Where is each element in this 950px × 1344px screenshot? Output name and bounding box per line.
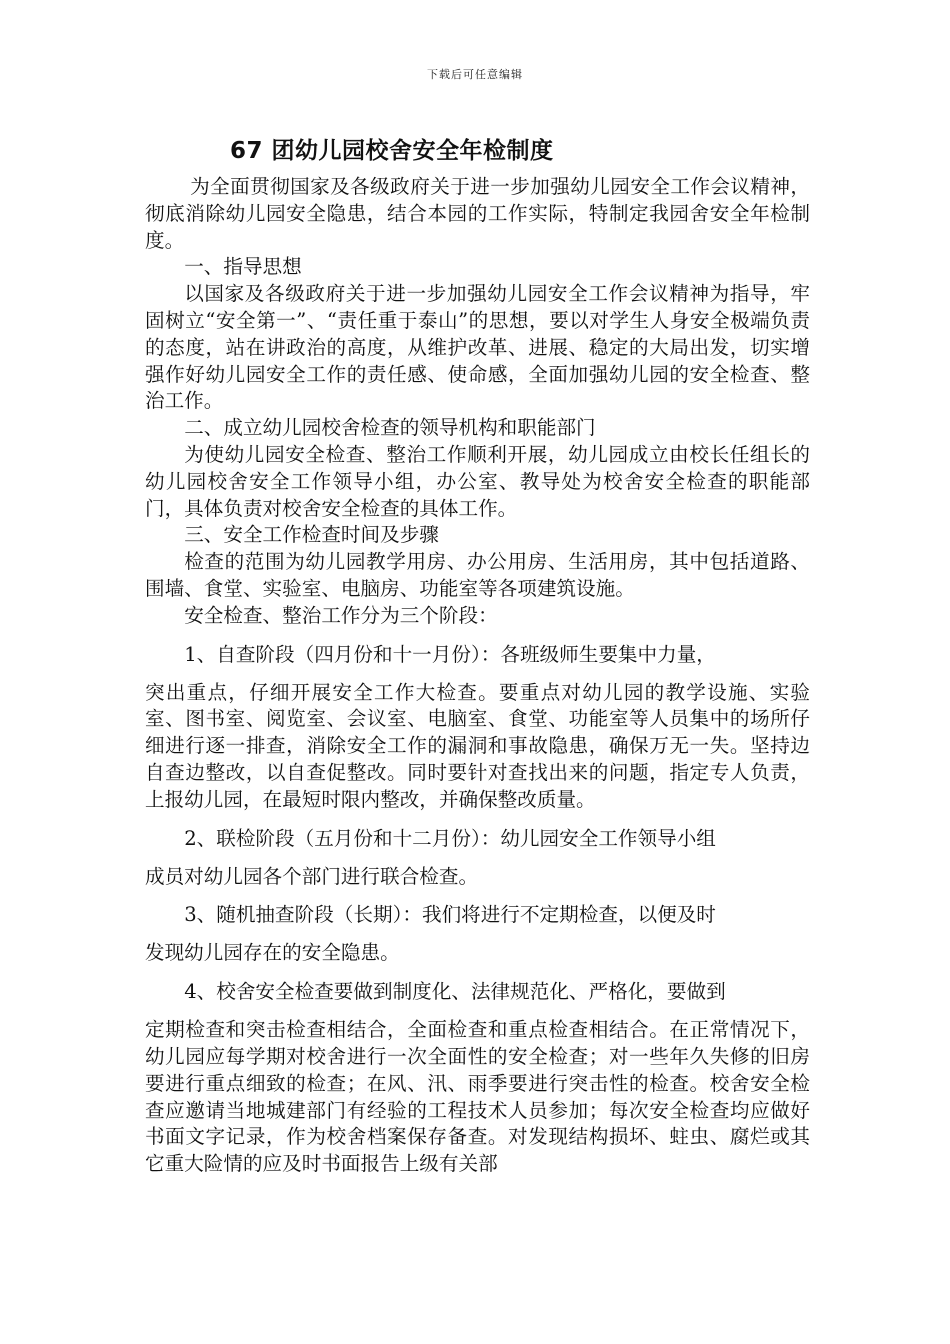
stage-4-rest: 定期检查和突击检查相结合，全面检查和重点检查相结合。在正常情况下，幼儿园应每学期对校舍进行一次全面性的安全检查；对一些年久失修的旧房要进行重点细致的检查；在风、汛、雨季要进行突击性的检查。校舍安全检查应邀请当地城建部门有经验的工程技术人员参加；每次安全检查均应做好书面文字记录，作为校舍档案保存备查。对发现结构损坏、蛀虫、腐烂或其它重大险情的应及时书面报告上级有关部 bbox=[145, 1018, 810, 1176]
stage-1-first-line: 1、自查阶段（四月份和十一月份）：各班级师生要集中力量， bbox=[184, 642, 716, 666]
stages-intro: 安全检查、整治工作分为三个阶段： bbox=[184, 603, 498, 627]
document-body bbox=[145, 174, 810, 1178]
section-3-paragraph: 检查的范围为幼儿园教学用房、办公用房、生活用房，其中包括道路、围墙、食堂、实验室、电脑房、功能室等各项建筑设施。 bbox=[145, 550, 810, 600]
section-heading-1: 一、指导思想 bbox=[184, 255, 302, 279]
section-heading-2: 二、成立幼儿园校舍检查的领导机构和职能部门 bbox=[184, 416, 596, 440]
stage-2-first-line: 2、联检阶段（五月份和十二月份）：幼儿园安全工作领导小组 bbox=[184, 826, 716, 850]
stage-4-first-line: 4、校舍安全检查要做到制度化、法律规范化、严格化，要做到 bbox=[184, 980, 726, 1004]
section-2-paragraph: 为使幼儿园安全检查、整治工作顺利开展，幼儿园成立由校长任组长的幼儿园校舍安全工作领导小组，办公室、教导处为校舍安全检查的职能部门，具体负责对校舍安全检查的具体工作。 bbox=[145, 442, 810, 520]
intro-paragraph: 为全面贯彻国家及各级政府关于进一步加强幼儿园安全工作会议精神，彻底消除幼儿园安全隐患，结合本园的工作实际，特制定我园舍安全年检制度。 bbox=[145, 175, 810, 252]
document-title: 67 团幼儿园校舍安全年检制度 bbox=[230, 138, 554, 164]
header-note: 下载后可任意编辑 bbox=[427, 68, 523, 81]
stage-2-rest: 成员对幼儿园各个部门进行联合检查。 bbox=[145, 864, 479, 888]
stage-3-rest: 发现幼儿园存在的安全隐患。 bbox=[145, 941, 400, 965]
section-heading-3: 三、安全工作检查时间及步骤 bbox=[184, 523, 439, 547]
section-1-paragraph: 以国家及各级政府关于进一步加强幼儿园安全工作会议精神为指导，牢固树立“安全第一”、“责任重于泰山”的思想，要以对学生人身安全极端负责的态度，站在讲政治的高度，从维护改革、进展、稳定的大局出发，切实增强作好幼儿园安全工作的责任感、使命感，全面加强幼儿园的安全检查、整治工作。 bbox=[145, 282, 810, 413]
stage-1-rest: 突出重点，仔细开展安全工作大检查。要重点对幼儿园的教学设施、实验室、图书室、阅览室、会议室、电脑室、食堂、功能室等人员集中的场所仔细进行逐一排查，消除安全工作的漏洞和事故隐患，确保万无一失。坚持边自查边整改，以自查促整改。同时要针对查找出来的问题，指定专人负责，上报幼儿园，在最短时限内整改，并确保整改质量。 bbox=[145, 680, 810, 811]
stage-3-first-line: 3、随机抽查阶段（长期）：我们将进行不定期检查，以便及时 bbox=[184, 903, 716, 927]
